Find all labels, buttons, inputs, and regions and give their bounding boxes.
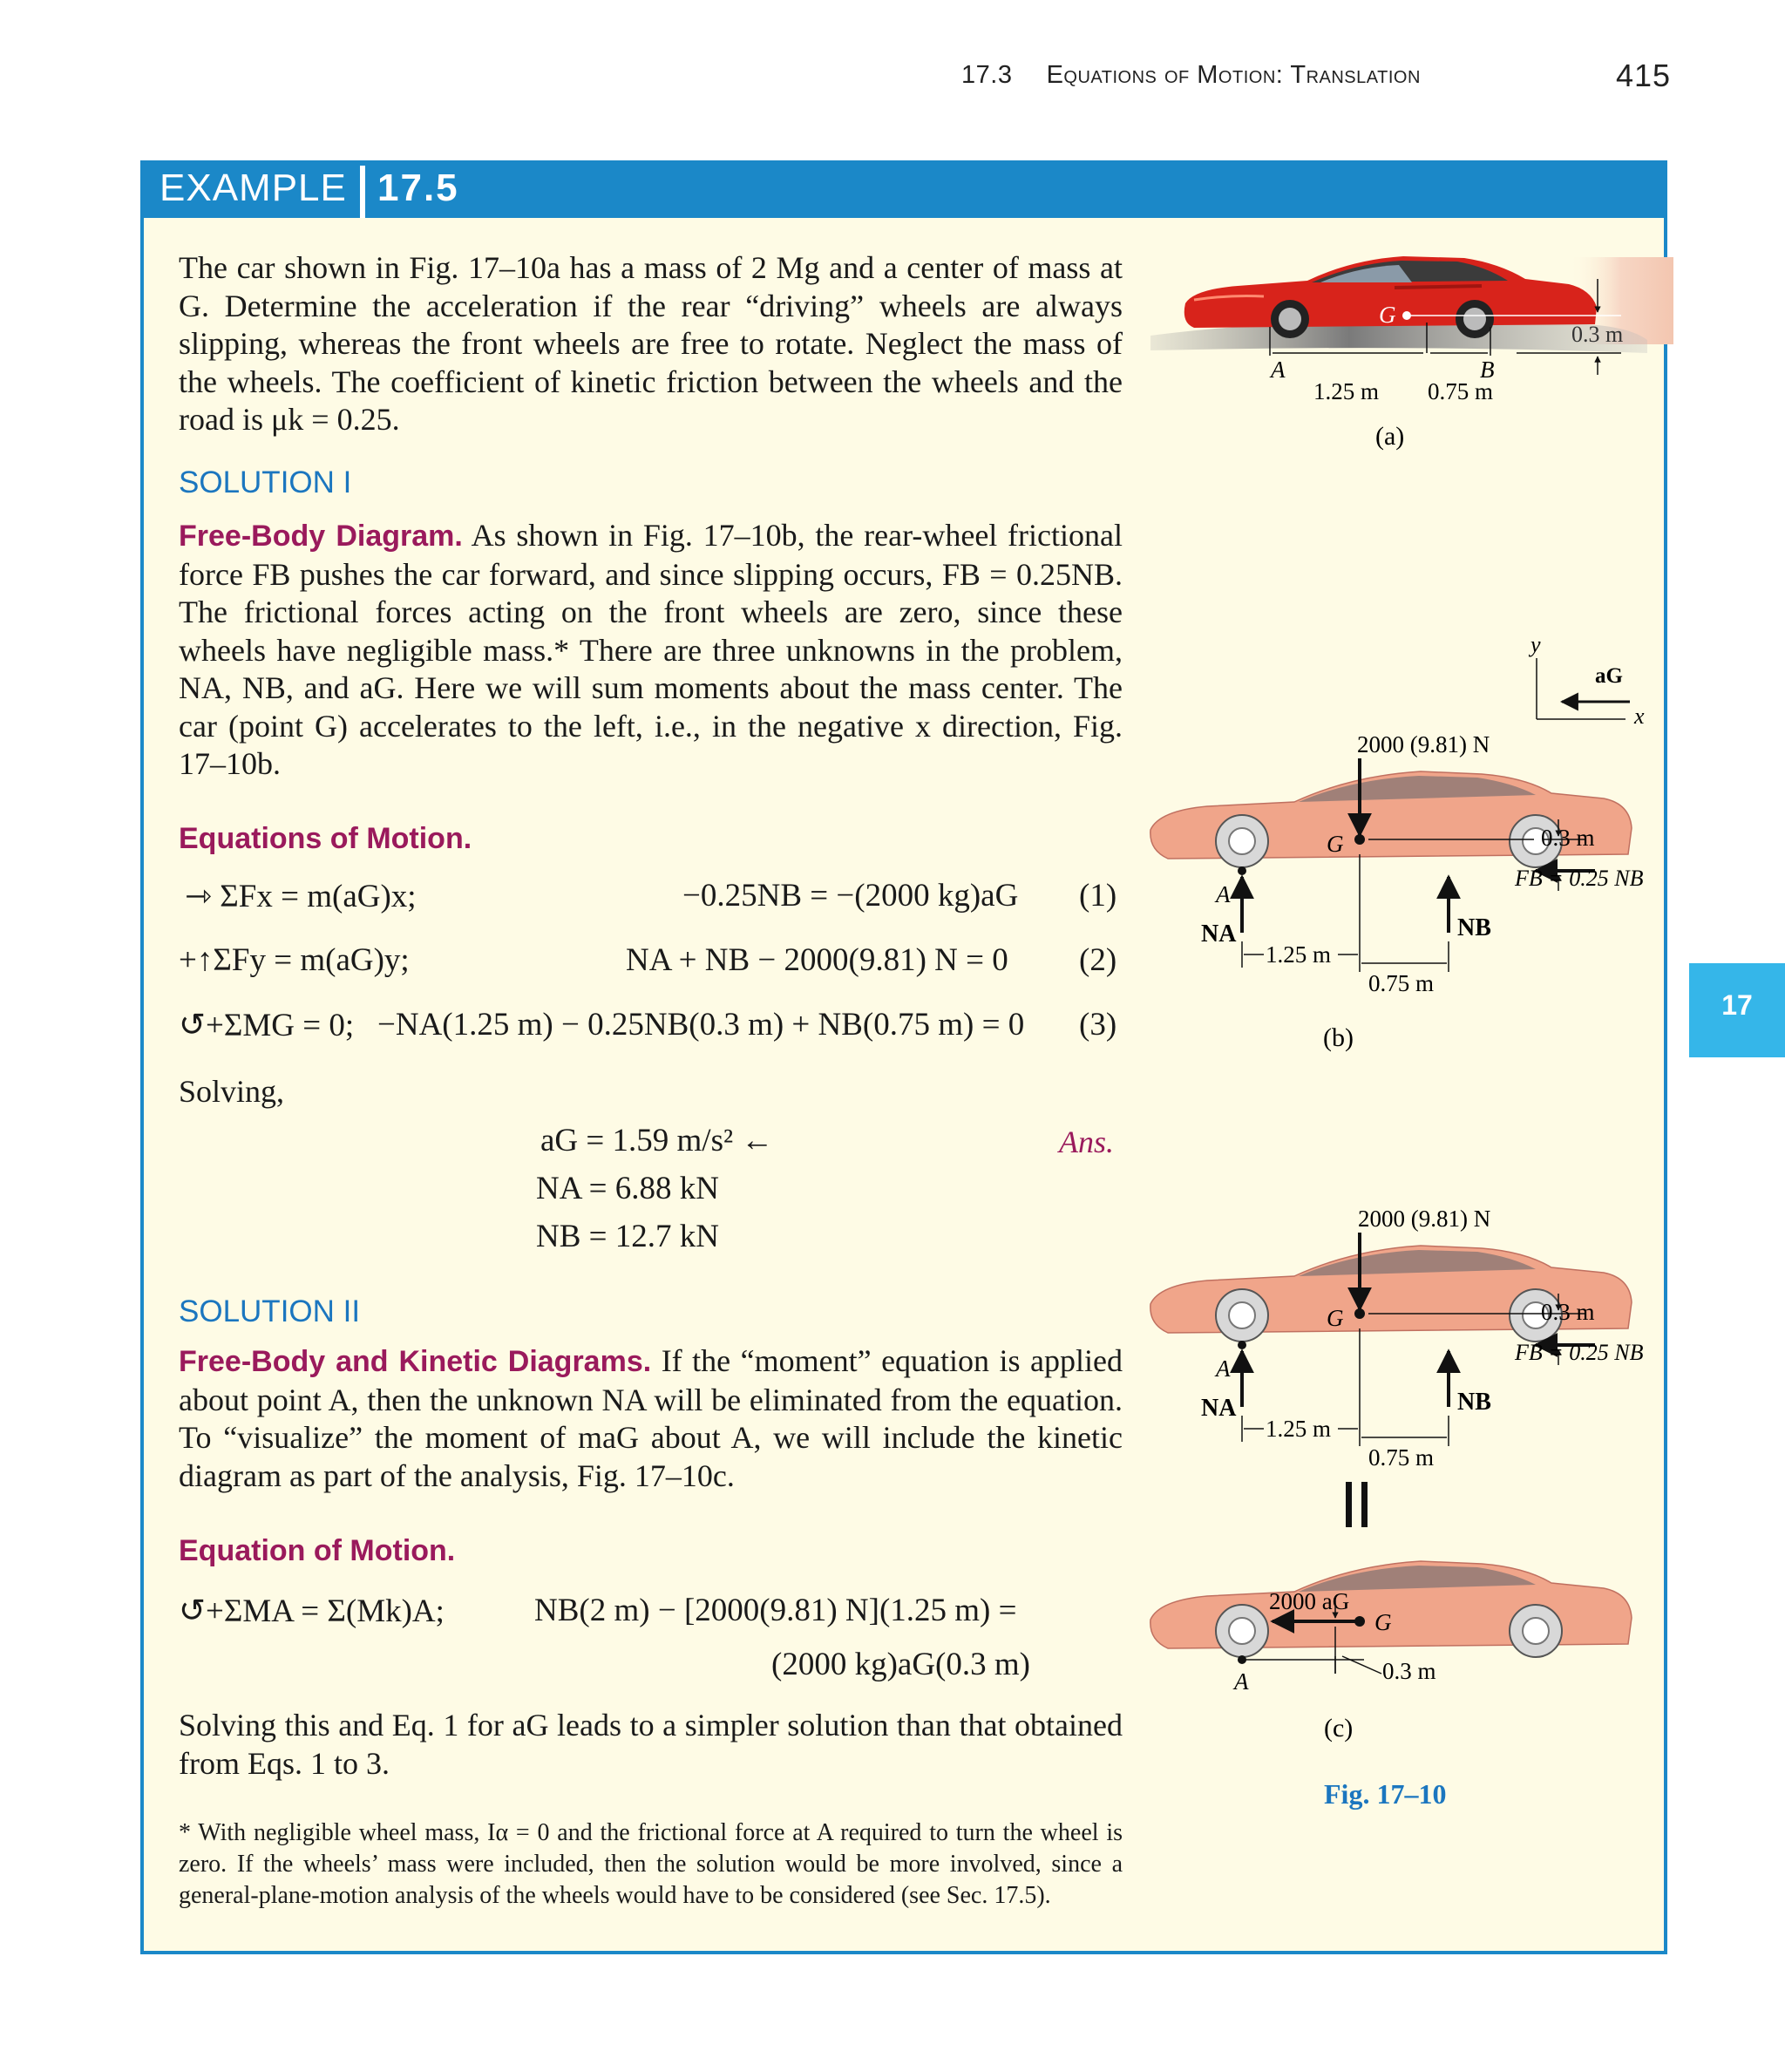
result-ag: aG = 1.59 m/s² ←	[540, 1123, 774, 1158]
figure-a-caption: (a)	[1375, 422, 1405, 451]
equation-1-right: −0.25NB = −(2000 kg)aG	[682, 878, 1019, 914]
result-nb: NB = 12.7 kN	[536, 1219, 719, 1254]
section-number: 17.3	[961, 61, 1013, 89]
footnote: * With negligible wheel mass, Iα = 0 and the frictional force at A required to turn the wheel is zero. If the wheels’ mass were included, then the solution would be more involved, since a general-plane-motion analysis of the wheels would have to be considered (see Sec. 17.5).	[179, 1819, 1123, 1909]
figure-b-caption: (b)	[1323, 1023, 1354, 1052]
equation-2-right: NA + NB − 2000(9.81) N = 0	[626, 942, 1008, 978]
solution-1-fbd-paragraph	[179, 517, 1123, 784]
figure-b-friction-label: FB = 0.25 NB	[1515, 866, 1644, 891]
fbd-heading: Free-Body Diagram.	[179, 520, 463, 553]
figure-c-weight-label: 2000 (9.81) N	[1358, 1206, 1491, 1232]
example-title-bar	[140, 160, 1667, 218]
example-number: 17.5	[377, 166, 459, 209]
figure-b-weight-label: 2000 (9.81) N	[1357, 731, 1490, 757]
figure-a-dim-2: 0.75 m	[1428, 378, 1494, 404]
figure-a-label-g: G	[1379, 302, 1396, 328]
example-separator	[360, 166, 365, 218]
figure-c-na: NA	[1201, 1395, 1237, 1422]
figure-c-nb: NB	[1457, 1389, 1491, 1416]
figure-a-label-a: A	[1271, 357, 1286, 383]
figure-c-kinetic-g-dot	[1354, 1616, 1365, 1627]
solution-2-heading: SOLUTION II	[179, 1294, 361, 1328]
equation-4-right-1: NB(2 m) − [2000(9.81) N](1.25 m) =	[534, 1593, 1017, 1628]
running-header	[961, 61, 1421, 90]
figure-b-car	[1150, 771, 1632, 867]
equals-sign-right	[1361, 1482, 1368, 1527]
figure-a-dim-1: 1.25 m	[1313, 378, 1380, 404]
figure-c-friction-label: FB = 0.25 NB	[1515, 1340, 1644, 1365]
eom-heading: Equations of Motion.	[179, 822, 472, 855]
figure-b-axis-y: y	[1530, 632, 1541, 657]
eom-2-heading: Equation of Motion.	[179, 1534, 456, 1567]
equation-2-left: +↑ΣFy = m(aG)y;	[179, 942, 410, 978]
solution-2-conclusion: Solving this and Eq. 1 for aG leads to a simpler solution than that obtained from Eqs. 1 to 3.	[179, 1708, 1123, 1781]
equation-3-left: ↺+ΣMG = 0;	[179, 1008, 355, 1043]
figure-caption: Fig. 17–10	[1324, 1778, 1447, 1810]
figure-c-kinetic-height: 0.3 m	[1382, 1658, 1436, 1684]
answer-tag: Ans.	[1059, 1124, 1114, 1159]
solving-label: Solving,	[179, 1074, 285, 1109]
solution-2-fbd-paragraph	[179, 1342, 1123, 1495]
figure-b-ag: aG	[1595, 664, 1623, 688]
result-na: NA = 6.88 kN	[536, 1171, 719, 1206]
figure-c-dim-1: 1.25 m	[1266, 1416, 1332, 1442]
equals-sign-left	[1346, 1482, 1352, 1527]
section-title: Equations of Motion: Translation	[1046, 61, 1421, 89]
figure-b-height: 0.3 m	[1541, 825, 1595, 851]
figure-c-kinetic-label-g: G	[1374, 1609, 1392, 1635]
figure-b-label-g: G	[1327, 831, 1344, 857]
equation-4-left: ↺+ΣMA = Σ(Mk)A;	[179, 1593, 445, 1629]
equation-1-left: ⇾ ΣFx = m(aG)x;	[185, 879, 417, 914]
figure-b-label-a: A	[1216, 881, 1231, 907]
figure-c-kinetic-label-a: A	[1234, 1668, 1249, 1695]
figure-c-mag-label: 2000 aG	[1269, 1588, 1350, 1614]
problem-statement: The car shown in Fig. 17–10a has a mass of 2 Mg and a center of mass at G. Determine the acceleration if the rear “driving” wheels are always slipping, whereas the front wheels are free to rotate. Neglect the mass of the wheels. The coefficient of kinetic friction between the wheels and the road is μk = 0.25.	[179, 250, 1123, 437]
figure-c-label-g: G	[1327, 1305, 1344, 1331]
fbkd-text: If the “moment” equation is applied about point A, then the unknown NA will be eliminated from the equation. To “visualize” the moment of maG about A, we will include the kinetic diagram as part of the analysis, Fig. 17–10c.	[179, 1343, 1123, 1493]
figure-c-caption: (c)	[1324, 1714, 1354, 1743]
fbd-text: As shown in Fig. 17–10b, the rear-wheel frictional force FB pushes the car forward, and since slipping occurs, FB = 0.25NB. The frictional forces acting on the front wheels are zero, since these wheels have negligible mass.* There are three unknowns in the problem, NA, NB, and aG. Here we will sum moments about the mass center. The car (point G) accelerates to the left, i.e., in the negative x direction, Fig. 17–10b.	[179, 518, 1123, 781]
figure-b-g-dot	[1354, 834, 1365, 845]
fbkd-heading: Free-Body and Kinetic Diagrams.	[179, 1345, 652, 1378]
example-label: EXAMPLE	[159, 166, 347, 209]
figure-b-nb: NB	[1457, 914, 1491, 941]
chapter-tab-label: 17	[1721, 989, 1753, 1021]
figure-c-fbd-car	[1150, 1246, 1632, 1342]
figure-c-dim-2: 0.75 m	[1368, 1444, 1435, 1471]
figure-17-10	[1133, 244, 1673, 1813]
figure-b-dim-1: 1.25 m	[1266, 941, 1332, 968]
figure-c-label-a: A	[1216, 1355, 1231, 1382]
equation-1-number: (1)	[1079, 878, 1117, 914]
solution-1-heading: SOLUTION I	[179, 465, 352, 499]
figure-c-height: 0.3 m	[1541, 1299, 1595, 1325]
figure-b-axis-x: x	[1634, 703, 1645, 729]
figure-a-label-b: B	[1480, 357, 1495, 383]
figure-b-dim-2: 0.75 m	[1368, 970, 1435, 996]
figure-b-na: NA	[1201, 921, 1237, 948]
page-number: 415	[1616, 58, 1672, 93]
equation-3-right: −NA(1.25 m) − 0.25NB(0.3 m) + NB(0.75 m) = 0	[377, 1007, 1025, 1043]
equation-3-number: (3)	[1079, 1007, 1117, 1043]
equation-2-number: (2)	[1079, 942, 1117, 978]
chapter-tab[interactable]	[1689, 963, 1785, 1057]
equation-4-right-2: (2000 kg)aG(0.3 m)	[771, 1647, 1030, 1682]
figure-a-height: 0.3 m	[1571, 322, 1624, 347]
figure-c-g-dot	[1354, 1308, 1365, 1319]
